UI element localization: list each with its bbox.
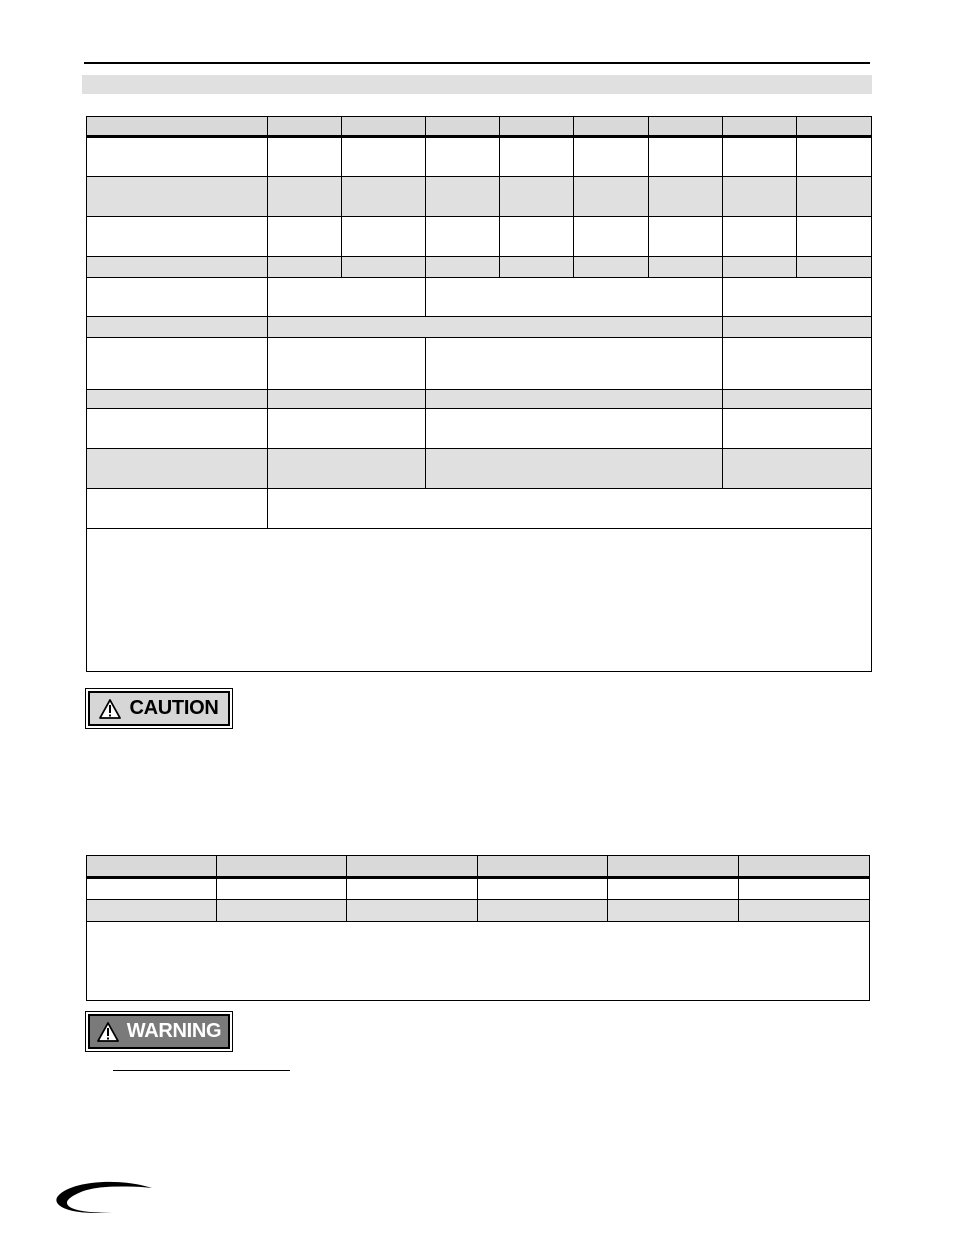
section-heading-band xyxy=(82,75,872,94)
spec-table-primary xyxy=(86,116,872,672)
warning-badge xyxy=(85,1011,233,1052)
header-cell xyxy=(426,117,500,137)
header-cell xyxy=(87,117,268,137)
header-cell xyxy=(723,117,797,137)
table-row xyxy=(87,409,872,449)
caution-label: CAUTION xyxy=(129,697,219,719)
table-row xyxy=(87,257,872,278)
header-cell xyxy=(268,117,342,137)
header-cell xyxy=(649,117,723,137)
table-row xyxy=(87,217,872,257)
table-row xyxy=(87,177,872,217)
spec-table-secondary xyxy=(86,855,870,1001)
table-notes-cell xyxy=(87,922,870,1001)
header-cell xyxy=(342,117,426,137)
table-header-row xyxy=(87,856,870,878)
table-row xyxy=(87,317,872,338)
table-header-row xyxy=(87,117,872,137)
caution-badge xyxy=(85,688,233,729)
swoosh-logo-icon xyxy=(52,1174,156,1218)
table-row xyxy=(87,137,872,177)
underlined-heading-rule xyxy=(113,1070,290,1071)
table-notes-row xyxy=(87,922,870,1001)
warning-label: WARNING xyxy=(126,1020,222,1042)
table-row xyxy=(87,878,870,900)
table-row xyxy=(87,278,872,317)
header-cell xyxy=(500,117,574,137)
table-notes-row xyxy=(87,529,872,672)
header-cell xyxy=(797,117,872,137)
table-row xyxy=(87,390,872,409)
header-rule xyxy=(84,62,870,64)
warning-triangle-icon xyxy=(97,1022,119,1042)
table-row xyxy=(87,489,872,529)
table-row xyxy=(87,338,872,390)
warning-triangle-icon xyxy=(99,699,121,719)
table-row xyxy=(87,900,870,922)
table-notes-cell xyxy=(87,529,872,672)
table-row xyxy=(87,449,872,489)
header-cell xyxy=(574,117,649,137)
